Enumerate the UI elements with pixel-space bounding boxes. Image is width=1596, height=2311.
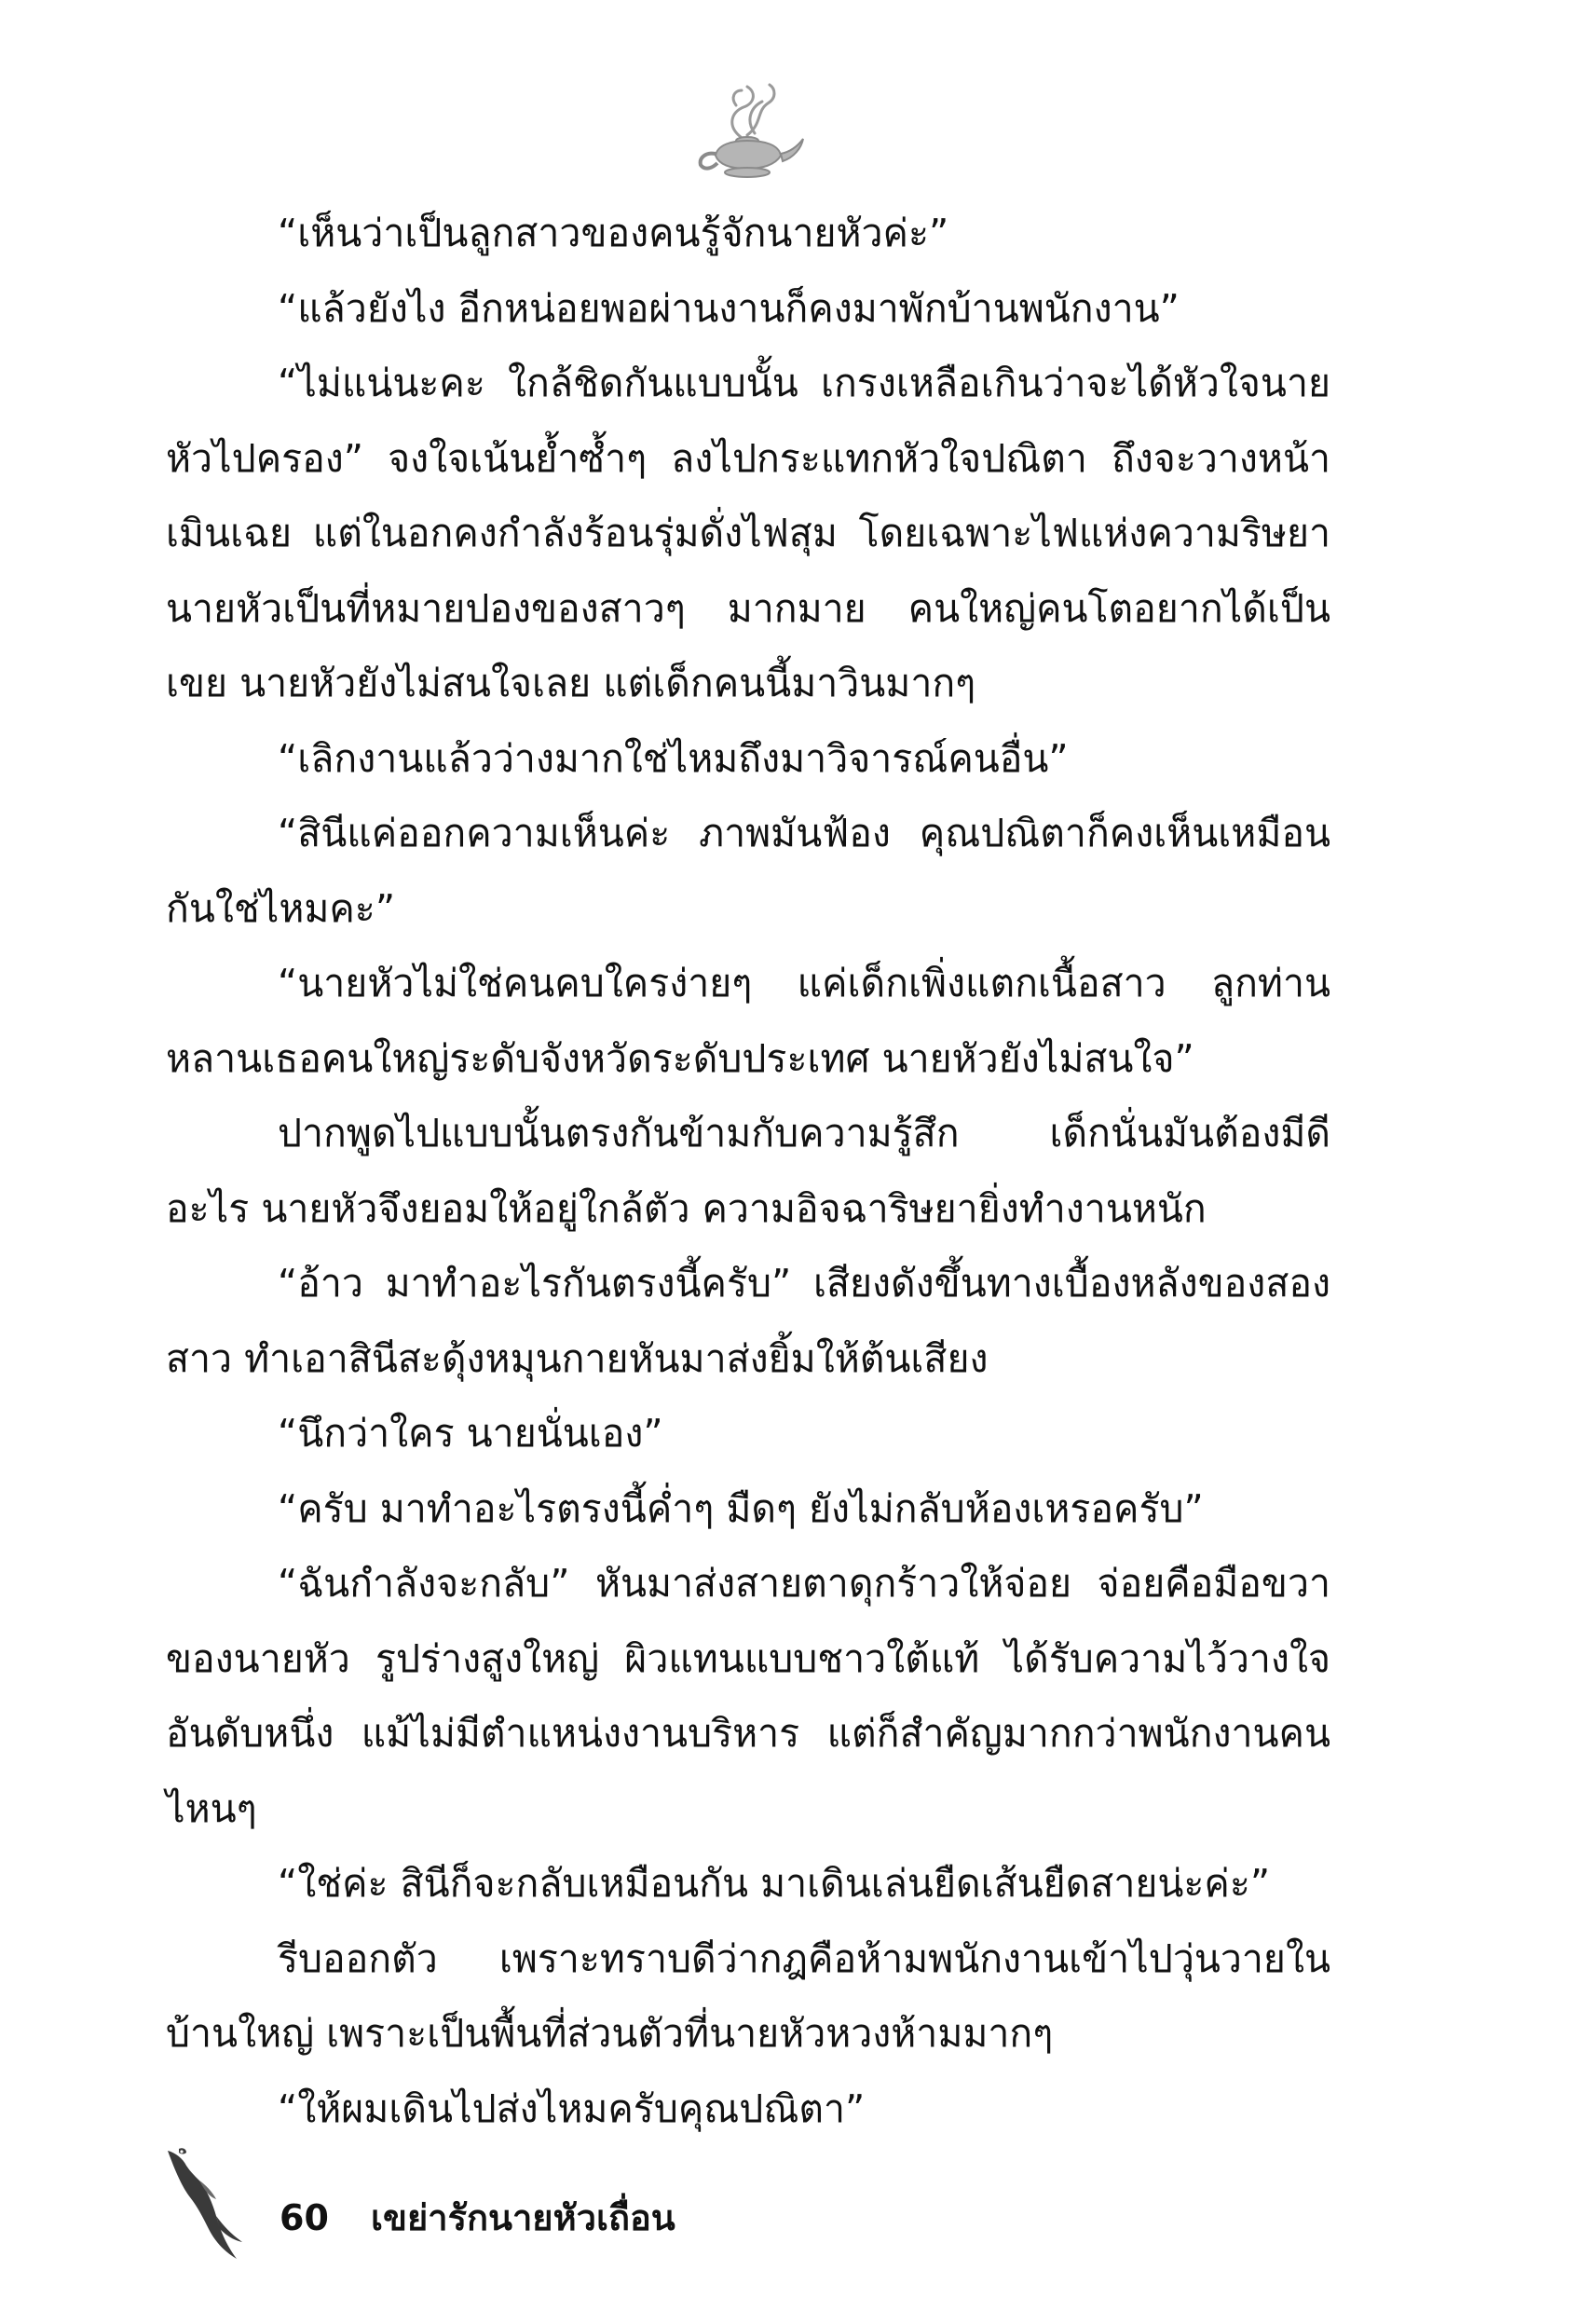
paragraph: “ให้ผมเดินไปส่งไหมครับคุณปณิตา” bbox=[278, 2085, 866, 2131]
genie-lamp-icon bbox=[689, 79, 811, 191]
paragraph: “สินีแค่ออกความเห็นค่ะ ภาพมันฟ้อง คุณปณิตาก็คงเห็นเหมือนกันใช่ไหมคะ” bbox=[166, 811, 1330, 931]
paragraph: “แล้วยังไง อีกหน่อยพอผ่านงานก็คงมาพักบ้านพนักงาน” bbox=[278, 285, 1180, 331]
paragraph: “ไม่แน่นะคะ ใกล้ชิดกันแบบนั้น เกรงเหลือเกินว่าจะได้หัวใจนายหัวไปครอง” จงใจเน้นย้ำซ้ำๆ ลงไปกระแทกหัวใจปณิตา ถึงจะวางหน้าเมินเฉย แต่ในอกคงกำลังร้อนรุ่มดั่งไฟสุม โดยเฉพาะไฟแห่งความริษยา นายหัวเป็นที่หมายปองของสาวๆ มากมาย คนใหญ่คนโตอยากได้เป็นเขย นายหัวยังไม่สนใจเลย แต่เด็กคนนี้มาวินมากๆ bbox=[166, 361, 1330, 705]
paragraph: “ใช่ค่ะ สินีก็จะกลับเหมือนกัน มาเดินเล่นยืดเส้นยืดสายน่ะค่ะ” bbox=[278, 1861, 1271, 1906]
body-text bbox=[166, 196, 1330, 2146]
paragraph: “นายหัวไม่ใช่คนคบใครง่ายๆ แค่เด็กเพิ่งแตกเนื้อสาว ลูกท่านหลานเธอคนใหญ่ระดับจังหวัดระดับประเทศ นายหัวยังไม่สนใจ” bbox=[166, 961, 1330, 1081]
book-title: เขย่ารักนายหัวเถื่อน bbox=[371, 2197, 675, 2238]
paragraph: “อ้าว มาทำอะไรกันตรงนี้ครับ” เสียงดังขึ้นทางเบื้องหลังของสองสาว ทำเอาสินีสะดุ้งหมุนกายหันมาส่งยิ้มให้ต้นเสียง bbox=[166, 1261, 1330, 1381]
paragraph: “ฉันกำลังจะกลับ” หันมาส่งสายตาดุกร้าวให้จ่อย จ่อยคือมือขวาของนายหัว รูปร่างสูงใหญ่ ผิวแทนแบบชาวใต้แท้ ได้รับความไว้วางใจอันดับหนึ่ง แม้ไม่มีตำแหน่งงานบริหาร แต่ก็สำคัญมากกว่าพนักงานคนไหนๆ bbox=[166, 1561, 1330, 1831]
paragraph: รีบออกตัว เพราะทราบดีว่ากฎคือห้ามพนักงานเข้าไปวุ่นวายในบ้านใหญ่ เพราะเป็นพื้นที่ส่วนตัวที่นายหัวหวงห้ามมากๆ bbox=[166, 1935, 1330, 2056]
paragraph: “ครับ มาทำอะไรตรงนี้ค่ำๆ มืดๆ ยังไม่กลับห้องเหรอครับ” bbox=[278, 1485, 1204, 1531]
paragraph: “นึกว่าใคร นายนั่นเอง” bbox=[278, 1411, 663, 1456]
page-footer bbox=[158, 2143, 811, 2264]
swallow-bird-icon bbox=[158, 2143, 252, 2263]
page-number: 60 bbox=[280, 2197, 329, 2238]
paragraph: ปากพูดไปแบบนั้นตรงกันข้ามกับความรู้สึก เด็กนั่นมันต้องมีดีอะไร นายหัวจึงยอมให้อยู่ใกล้ตัว ความอิจฉาริษยายิ่งทำงานหนัก bbox=[166, 1111, 1330, 1231]
paragraph: “เห็นว่าเป็นลูกสาวของคนรู้จักนายหัวค่ะ” bbox=[278, 211, 949, 255]
paragraph: “เลิกงานแล้วว่างมากใช่ไหมถึงมาวิจารณ์คนอื่น” bbox=[278, 735, 1069, 781]
